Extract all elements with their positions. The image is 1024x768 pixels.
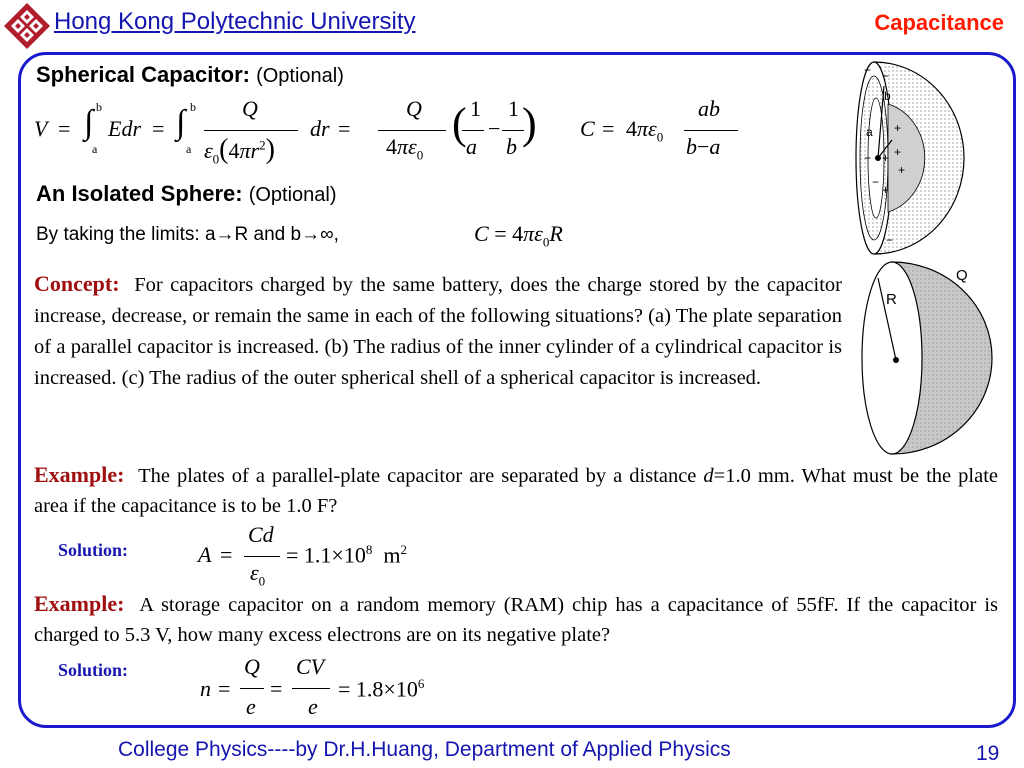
limits-text: By taking the limits: a→R and b→∞, xyxy=(36,224,339,245)
electron-count-equation: n = Q e = CV e = $1.8\times 10^6$ xyxy=(200,654,425,719)
svg-text:+: + xyxy=(882,183,890,197)
solution1-label: Solution: xyxy=(58,540,129,560)
svg-text:−: − xyxy=(864,151,872,165)
concept-paragraph xyxy=(34,268,842,394)
example1-text-b: =1.0 mm. What must be the plate area if the capacitance is to be 1.0 F? xyxy=(34,465,998,517)
solution2-label: Solution: xyxy=(58,660,129,680)
concept-label: Concept: xyxy=(34,271,120,296)
isolated-optional: (Optional) xyxy=(248,184,337,206)
svg-text:+: + xyxy=(894,121,902,135)
spherical-capacitance-equation: C = $4\pi\varepsilon_0$ ab b−a xyxy=(580,96,750,166)
shell-label-a: a xyxy=(866,125,873,139)
concept-text: For capacitors charged by the same battery, does the charge stored by the capacitor increase, decrease, or remain the same in each of the following situations? (a) The plate separation of a parallel capacitor is increased. (b) The radius of the inner cylinder of a cylindrical capacitor is increased. (c) The radius of the outer spherical shell of a spherical capacitor is increased. xyxy=(34,274,843,389)
example2-paragraph xyxy=(34,589,998,650)
page-number: 19 xyxy=(976,742,1000,765)
svg-text:−: − xyxy=(872,175,880,189)
svg-text:+: + xyxy=(898,163,906,177)
spherical-optional: (Optional) xyxy=(256,65,344,87)
isolated-sphere-heading xyxy=(36,181,337,207)
isolated-title: An Isolated Sphere: xyxy=(36,181,243,206)
example1-paragraph xyxy=(34,460,998,521)
spherical-capacitor-heading xyxy=(36,62,344,88)
example1-text-a: The plates of a parallel-plate capacitor are separated by a distance xyxy=(138,465,704,487)
isolated-capacitance-equation: $C = 4\pi\varepsilon_0R$ xyxy=(474,221,563,250)
example1-var-d: d xyxy=(703,465,714,487)
svg-text:+: + xyxy=(894,145,902,159)
slide-topic: Capacitance xyxy=(874,10,1004,35)
potential-equation: V = ∫ b a Edr = ∫ b a Q $\varepsilon_0(4\pi r^2)$ dr = Q $4\pi\varepsilon_0$ ( 1 a − 1 b ) xyxy=(34,96,537,167)
university-title[interactable]: Hong Kong Polytechnic University xyxy=(54,8,416,35)
university-logo xyxy=(3,2,51,50)
svg-text:−: − xyxy=(864,63,872,77)
example2-label: Example: xyxy=(34,591,125,616)
svg-text:−: − xyxy=(882,69,890,83)
example1-label: Example: xyxy=(34,462,125,487)
sphere-label-q: Q xyxy=(956,267,968,284)
isolated-sphere-figure xyxy=(856,258,996,458)
svg-text:+: + xyxy=(882,151,890,165)
spherical-title: Spherical Capacitor: xyxy=(36,62,250,87)
svg-text:−: − xyxy=(886,233,894,247)
footer-text: College Physics----by Dr.H.Huang, Department of Applied Physics xyxy=(118,738,731,761)
area-equation: A = Cd $\varepsilon_0$ = $1.1\times 10^8$ $m^2$ xyxy=(198,522,407,589)
shell-label-b: b xyxy=(884,89,891,103)
example2-text: A storage capacitor on a random memory (RAM) chip has a capacitance of 55fF. If the capacitor is charged to 5.3 V, how many excess electrons are on its negative plate? xyxy=(34,594,998,646)
spherical-capacitor-figure xyxy=(848,58,972,258)
sphere-label-r: R xyxy=(886,291,897,308)
